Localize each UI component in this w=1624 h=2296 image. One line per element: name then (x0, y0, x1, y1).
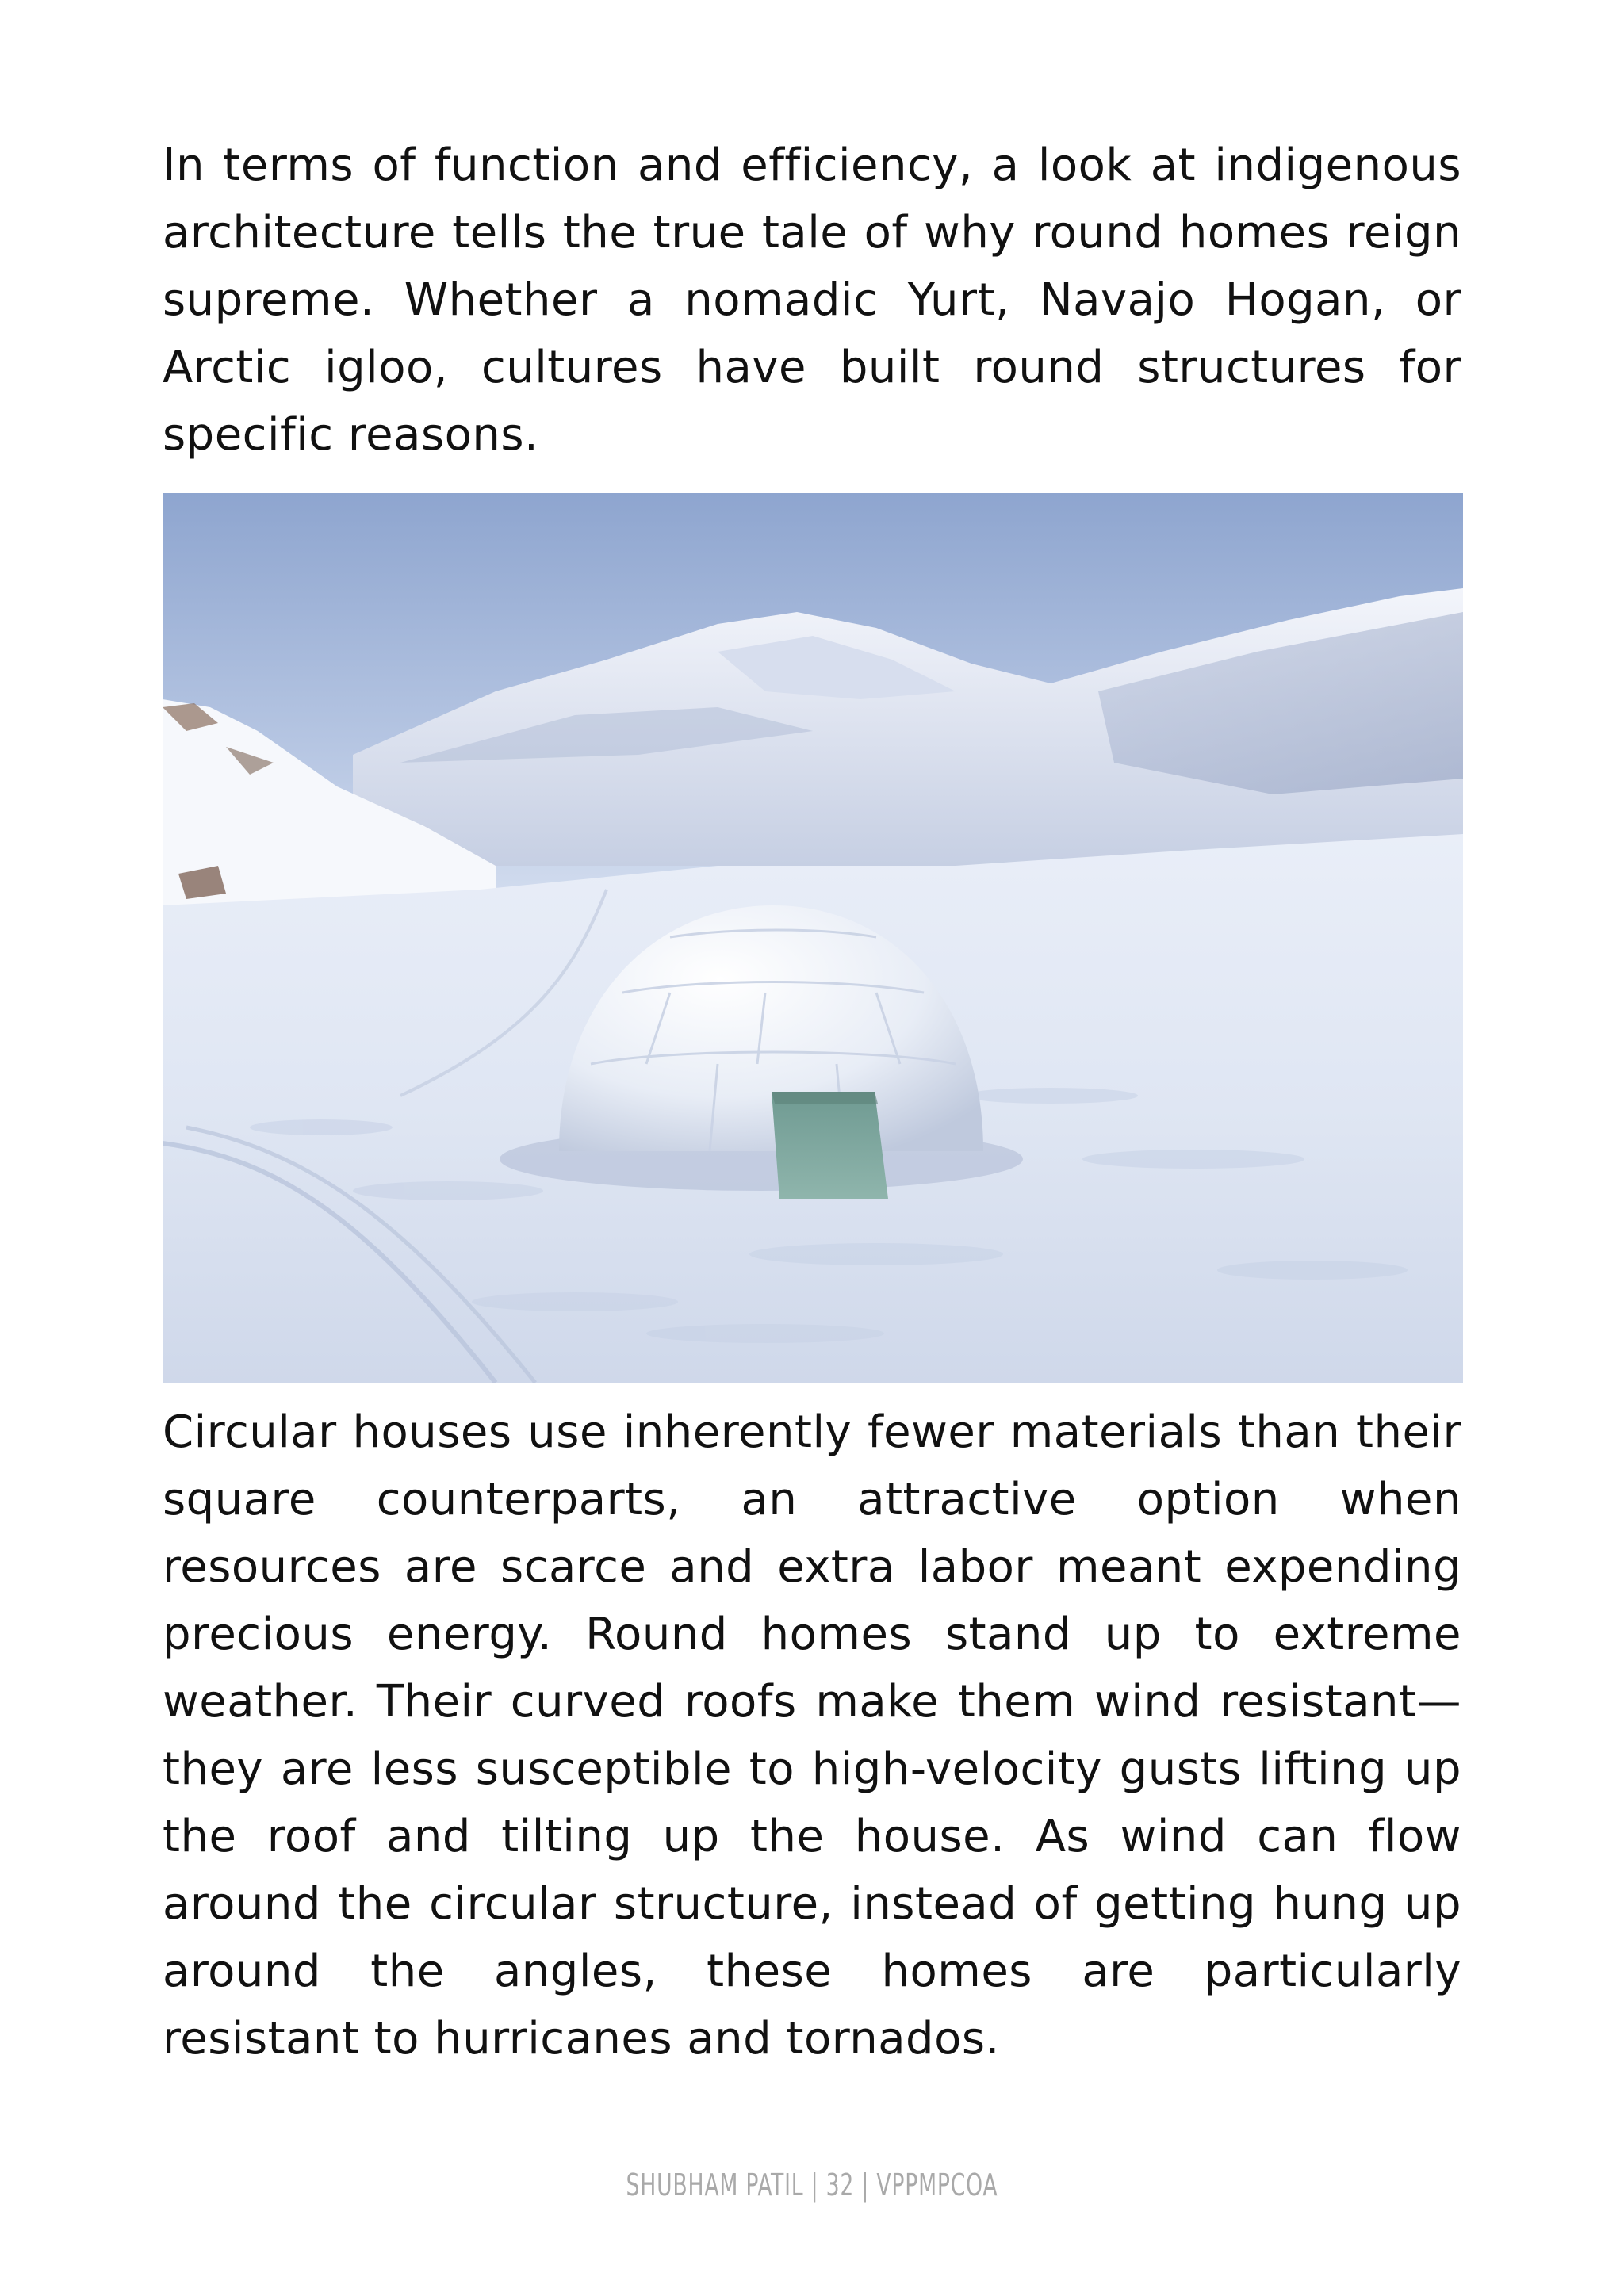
page-footer: SHUBHAM PATIL | 32 | VPPMPCOA (626, 2168, 998, 2202)
intro-paragraph: In terms of function and efficiency, a look at indigenous architecture tells the true tale of why round homes reign supreme. Whether a nomadic Yurt, Navajo Hogan, or Arctic igloo, cultures have built round structures for specific reasons. (163, 140, 1461, 461)
body-paragraph: Circular houses use inherently fewer materials than their square counterparts, an attractive option when resources are scarce and extra labor meant expending precious energy. Round homes stand up to extreme weather. Their curved roofs make them wind resistant— they are less susceptible to high-velocity gusts lifting up the roof and tilting up the house. As wind can flow around the circular structure, instead of getting hung up around the angles, these homes are particularly resistant to hurricanes and tornados. (163, 1406, 1461, 2064)
igloo-photo (163, 493, 1463, 1383)
